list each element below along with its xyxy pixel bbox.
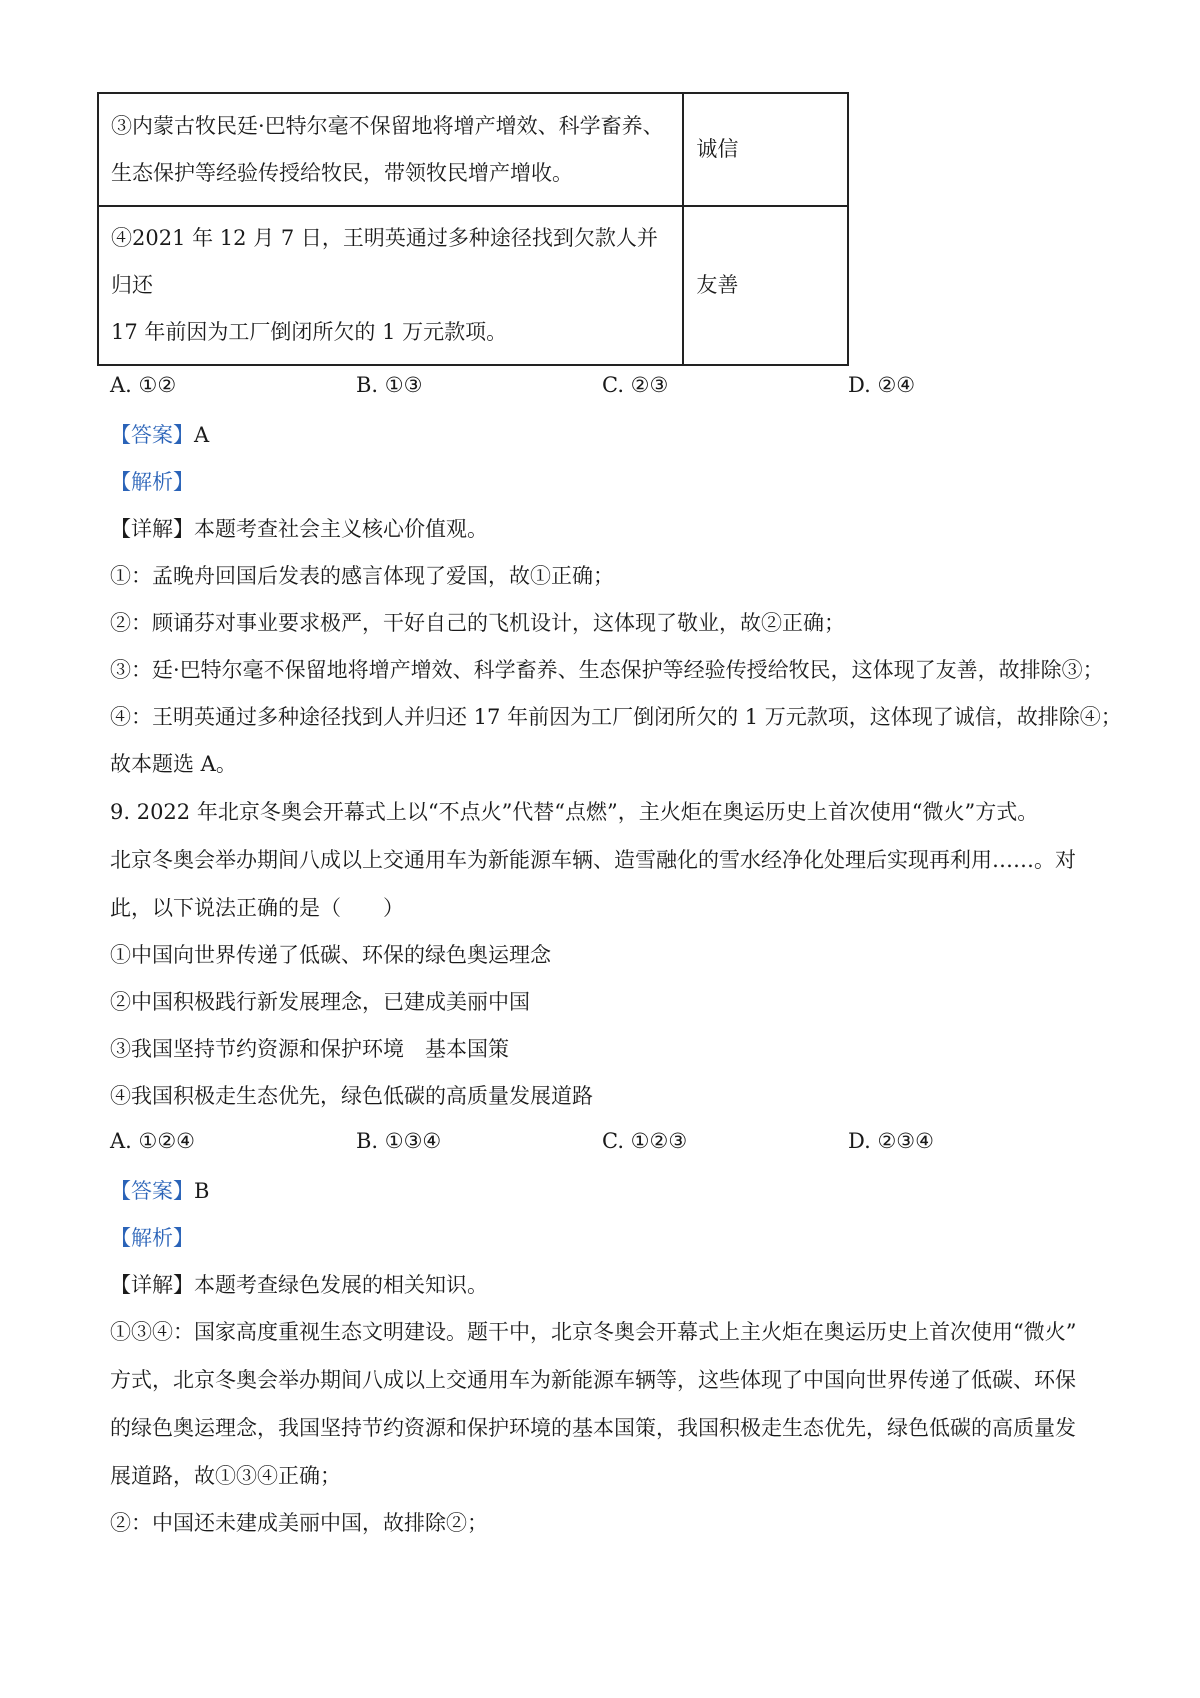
- q8-answer: [110, 420, 1104, 450]
- q9-statement-2: ②中国积极践行新发展理念，已建成美丽中国: [110, 990, 530, 1014]
- q9-statement-1: ①中国向世界传递了低碳、环保的绿色奥运理念: [110, 943, 551, 967]
- option-c: C. ②③: [602, 373, 669, 397]
- detail-text: 本题考查绿色发展的相关知识。: [194, 1273, 488, 1297]
- q9-statement-3: ③我国坚持节约资源和保护环境 基本国策: [110, 1037, 509, 1061]
- q8-conclusion: 故本题选 A。: [110, 752, 237, 776]
- detail-tag: 【详解】: [110, 517, 194, 541]
- q9-detail: [110, 1270, 1104, 1300]
- description-line: ④2021 年 12 月 7 日，王明英通过多种途径找到欠款人并归还: [111, 226, 658, 297]
- option-d: D. ②④: [848, 373, 916, 397]
- option-d: D. ②③④: [848, 1129, 934, 1153]
- q9-stem-line: 此，以下说法正确的是（ ）: [110, 896, 404, 920]
- q9-explanation-line: ①③④：国家高度重视生态文明建设。题干中，北京冬奥会开幕式上主火炬在奥运历史上首次使用“微火”: [110, 1320, 1077, 1344]
- analysis-tag: 【解析】: [110, 1226, 194, 1250]
- q9-explanation-line: 的绿色奥运理念，我国坚持节约资源和保护环境的基本国策，我国积极走生态优先，绿色低碳的高质量发: [110, 1416, 1076, 1440]
- answer-value: A: [194, 423, 210, 447]
- q9-explanation-line: 展道路，故①③④正确；: [110, 1464, 341, 1488]
- table-cell-description: [98, 93, 683, 206]
- description-line: ③内蒙古牧民廷·巴特尔毫不保留地将增产增效、科学畜养、: [111, 113, 664, 138]
- q8-explanation-2: ②：顾诵芬对事业要求极严，干好自己的飞机设计，这体现了敬业，故②正确；: [110, 611, 845, 635]
- q8-explanation-4: ④：王明英通过多种途径找到人并归还 17 年前因为工厂倒闭所欠的 1 万元款项，这体现了诚信，故排除④；: [110, 705, 1122, 729]
- q8-explanation-1: ①：孟晚舟回国后发表的感言体现了爱国，故①正确；: [110, 564, 614, 588]
- answer-value: B: [194, 1179, 210, 1203]
- description-line: 17 年前因为工厂倒闭所欠的 1 万元款项。: [111, 320, 508, 344]
- table-row: [98, 206, 848, 365]
- q9-options: [110, 1129, 1110, 1159]
- table-cell-value: 诚信: [683, 93, 848, 206]
- option-c: C. ①②③: [602, 1129, 688, 1153]
- q8-options: [110, 373, 1110, 403]
- q8-detail: [110, 514, 1104, 544]
- analysis-tag: 【解析】: [110, 470, 194, 494]
- option-b: B. ①③④: [356, 1129, 442, 1153]
- answer-tag: 【答案】: [110, 1179, 194, 1203]
- table-cell-value: 友善: [683, 206, 848, 365]
- q9-statement-4: ④我国积极走生态优先，绿色低碳的高质量发展道路: [110, 1084, 593, 1108]
- q8-explanation-3: ③：廷·巴特尔毫不保留地将增产增效、科学畜养、生态保护等经验传授给牧民，这体现了友善，故排除③；: [110, 658, 1104, 682]
- table-cell-description: [98, 206, 683, 365]
- q9-stem-line: 9. 2022 年北京冬奥会开幕式上以“不点火”代替“点燃”，主火炬在奥运历史上首次使用“微火”方式。: [110, 800, 1039, 824]
- table-row: [98, 93, 848, 206]
- option-b: B. ①③: [356, 373, 423, 397]
- detail-text: 本题考查社会主义核心价值观。: [194, 517, 488, 541]
- option-a: A. ①②④: [110, 1129, 195, 1153]
- description-line: 生态保护等经验传授给牧民，带领牧民增产增收。: [111, 160, 573, 185]
- q9-answer: [110, 1176, 1104, 1206]
- q9-stem-line: 北京冬奥会举办期间八成以上交通用车为新能源车辆、造雪融化的雪水经净化处理后实现再利用……。对: [110, 848, 1076, 872]
- values-table: [97, 92, 849, 366]
- q9-explanation-line: 方式，北京冬奥会举办期间八成以上交通用车为新能源车辆等，这些体现了中国向世界传递了低碳、环保: [110, 1368, 1076, 1392]
- detail-tag: 【详解】: [110, 1273, 194, 1297]
- q8-analysis-heading: [110, 467, 1104, 497]
- q9-explanation-line: ②：中国还未建成美丽中国，故排除②；: [110, 1511, 488, 1535]
- answer-tag: 【答案】: [110, 423, 194, 447]
- option-a: A. ①②: [110, 373, 177, 397]
- q9-analysis-heading: [110, 1223, 1104, 1253]
